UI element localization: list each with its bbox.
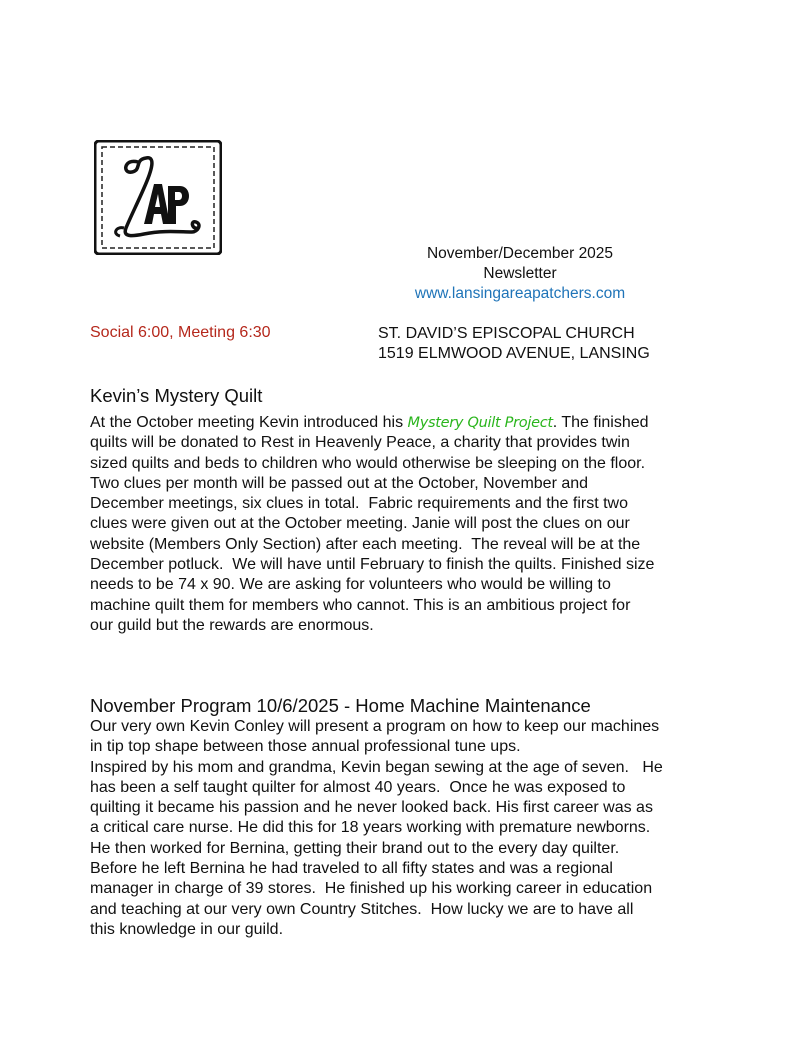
paragraph-line: Two clues per month will be passed out at the October, November and xyxy=(90,474,589,492)
guild-logo xyxy=(94,140,222,255)
mystery-quilt-project-link[interactable]: Mystery Quilt Project xyxy=(407,415,553,431)
paragraph-line: clues were given out at the October meeting. Janie will post the clues on our xyxy=(90,515,630,533)
paragraph-line: He then worked for Bernina, getting their brand out to the every day quilter. xyxy=(90,839,620,857)
meeting-venue xyxy=(378,324,650,364)
paragraph-line: Our very own Kevin Conley will present a program on how to keep our machines xyxy=(90,718,660,735)
section-body-november-program xyxy=(90,717,730,940)
meeting-time: Social 6:00, Meeting 6:30 xyxy=(90,324,271,341)
paragraph-line: Before he left Bernina he had traveled to all fifty states and was a regional xyxy=(90,860,613,878)
paragraph-line: December potluck. We will have until February to finish the quilts. Finished size xyxy=(90,556,655,574)
paragraph-line xyxy=(90,413,730,433)
paragraph-line: a critical care nurse. He did this for 18 years working with premature newborns. xyxy=(90,819,651,837)
paragraph-line: needs to be 74 x 90. We are asking for volunteers who would be willing to xyxy=(90,576,611,594)
section-heading-mystery-quilt: Kevin’s Mystery Quilt xyxy=(90,385,263,406)
text-fragment: At the October meeting Kevin introduced his xyxy=(90,414,408,431)
paragraph-line: quilting it became his passion and he never looked back. His first career was as xyxy=(90,799,653,817)
newsletter-title: November/December 2025 xyxy=(426,245,614,262)
section-heading-november-program: November Program 10/6/2025 - Home Machine Maintenance xyxy=(90,695,591,716)
section-body-mystery-quilt xyxy=(90,413,730,636)
paragraph-line: machine quilt them for members who cannot. This is an ambitious project for xyxy=(90,596,631,614)
paragraph-line: this knowledge in our guild. xyxy=(90,920,284,938)
paragraph-line: manager in charge of 39 stores. He finished up his working career in education xyxy=(90,880,653,898)
newsletter-subtitle: Newsletter xyxy=(483,265,557,282)
text-fragment: . The finished xyxy=(552,414,649,431)
paragraph-line: quilts will be donated to Rest in Heavenly Peace, a charity that provides twin xyxy=(90,434,630,452)
venue-name: ST. DAVID’S EPISCOPAL CHURCH xyxy=(378,325,635,342)
paragraph-line: website (Members Only Section) after each meeting. The reveal will be at the xyxy=(90,535,641,553)
paragraph-line: has been a self taught quilter for almost 40 years. Once he was exposed to xyxy=(90,778,626,796)
paragraph-line: and teaching at our very own Country Stitches. How lucky we are to have all xyxy=(90,900,634,918)
paragraph-line: December meetings, six clues in total. Fabric requirements and the first two xyxy=(90,495,628,513)
website-link[interactable]: www.lansingareapatchers.com xyxy=(414,285,626,302)
paragraph-line: in tip top shape between those annual professional tune ups. xyxy=(90,738,521,756)
lap-logo-icon xyxy=(94,140,222,255)
paragraph-line: Inspired by his mom and grandma, Kevin began sewing at the age of seven. He xyxy=(90,758,663,776)
venue-address: 1519 ELMWOOD AVENUE, LANSING xyxy=(378,345,650,362)
paragraph-line: our guild but the rewards are enormous. xyxy=(90,616,374,634)
paragraph-line: sized quilts and beds to children who would otherwise be sleeping on the floor. xyxy=(90,454,646,472)
